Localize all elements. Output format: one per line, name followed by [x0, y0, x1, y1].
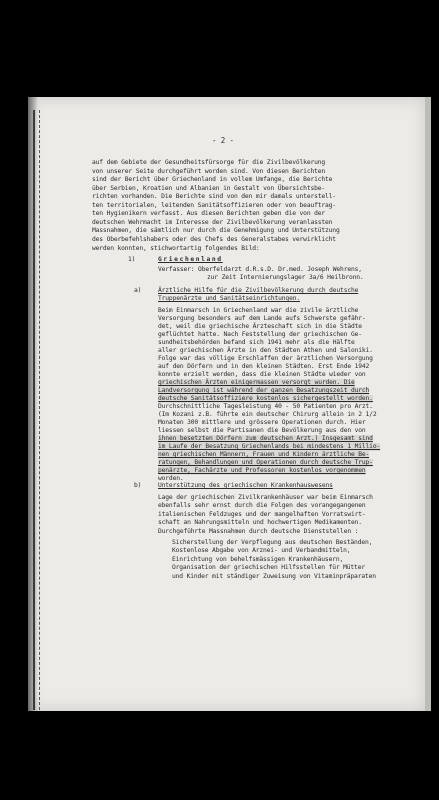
text-line: richten vorhanden. Die Berichte sind von den mir damals unterstell- — [92, 193, 336, 201]
text-line: (Im Kozani z.B. führte ein deutscher Chirurg allein in 2 1/2 — [158, 411, 377, 418]
text-line: italienischen Feldzuges und der mangelhaften Vorratswirt- — [158, 510, 366, 518]
text-line: Truppenärzte und Sanitätseinrichtungen. — [158, 295, 301, 303]
text-line: Durchgeführte Massnahmen durch deutsche Dienststellen : — [158, 527, 359, 535]
text-line: im Laufe der Besatzung Griechenlands bei mindestens 1 Millio- — [158, 443, 381, 450]
text-line: Massnahmen, die sämtlich nur durch die Genehmigung und Unterstützung — [92, 227, 340, 235]
section-number: 1) — [128, 256, 136, 263]
text-line: geflüchtet hatte. Nach Feststellung der griechischen Ge- — [158, 331, 362, 338]
text-line: Organisation der griechischen Hilfsstellen für Mütter — [172, 564, 365, 572]
page-number: - 2 - — [212, 136, 234, 145]
text-line: penärzte, Fachärzte und Professoren kostenlos vorgenommen — [158, 467, 366, 474]
text-line: konnte erzielt werden, dass die kleinen Städte wieder von — [158, 371, 366, 378]
text-line: auf dem Gebiete der Gesundheitsfürsorge für die Zivilbevölkerung — [92, 159, 326, 166]
text-line: sundheitsbehörden befand sich 1941 mehr als die Hälfte — [158, 339, 355, 346]
text-line: Durchschnittliche Tagesleistung 40 - 50 Patienten pro Arzt. — [158, 403, 373, 410]
text-line: des Oberbefehlshabers oder des Chefs des Generalstabes verwirklicht — [92, 235, 336, 243]
text-line: Sicherstellung der Verpflegung aus deutschen Beständen, — [172, 539, 373, 546]
text-line: deutschen Wehrmacht im Interesse der Zivilbevölkerung veranlassten — [92, 218, 333, 226]
text-line: über Serbien, Kroatien und Albanien in Gestalt von Übersichtsbe- — [92, 184, 326, 192]
text-line: deutsche Sanitätsoffiziere kostenlos sichergestellt worden. — [158, 395, 373, 402]
text-line: nen griechischen Männern, Frauen und Kindern ärztliche Be- — [158, 451, 370, 458]
text-line: det, weil die griechische Ärzteschaft sich in die Städte — [158, 323, 362, 330]
text-line: Monaten 300 mittlere und grössere Operationen durch. Hier — [158, 419, 366, 426]
text-line: liessen selbst die Partisanen die Bevölkerung aus den von — [158, 427, 366, 434]
binding-staples — [33, 110, 40, 710]
text-line: ten territorialen, leitenden Sanitätsoffizieren oder von beauftrag- — [92, 201, 336, 209]
text-line: Versorgung besonders auf dem Lande aufs Schwerste gefähr- — [158, 315, 366, 322]
text-line: ten Hygienikern verfasst. Aus diesen Berichten geben die von der — [92, 210, 326, 218]
text-line: auf den Dörfern und in den kleinen Städten. Erst Ende 1942 — [158, 363, 370, 370]
text-line: werden konnten, stichwortartig folgendes Bild: — [92, 244, 260, 252]
sub-b-heading: Unterstützung des griechischen Krankenhauswesens — [158, 482, 333, 489]
sub-a-marker: a) — [134, 287, 142, 294]
text-line: Lage der griechischen Zivilkrankenhäuser war beim Einmarsch — [158, 494, 373, 501]
text-line: und Kinder mit ständiger Zuweisung von Vitaminpräparaten — [172, 572, 376, 580]
text-line: ihnen besetzten Dörfern zum deutschen Arzt.) Insgesamt sind — [158, 435, 373, 442]
sheet-edge — [425, 97, 431, 711]
text-line: Kostenlose Abgabe von Arznei- und Verbandmitteln, — [172, 547, 351, 555]
sub-b-marker: b) — [134, 482, 142, 489]
author-note: zur Zeit Internierungslager 3a/6 Heilbronn. — [207, 274, 364, 281]
text-line: aller griechischen Ärzte in den Städten Athen und Saloniki. — [158, 347, 373, 354]
text-line: schaft an Nahrungsmitteln und hochwertigen Medikamenten. — [158, 519, 362, 527]
text-line: ebenfalls sehr ernst durch die Folgen des vorangegangenen — [158, 502, 366, 510]
text-line: Folge war das völlige Erschlaffen der ärztlichen Versorgung — [158, 355, 373, 362]
text-line: Ärztliche Hilfe für die Zivilbevölkerung durch deutsche — [158, 287, 359, 294]
text-line: ratungen, Behandlungen und Operationen durch deutsche Trup- — [158, 459, 373, 466]
text-line: Landversorgung ist während der ganzen Besatzungszeit durch — [158, 387, 370, 394]
section-title: Griechenland — [158, 256, 223, 263]
text-line: sind der Bericht über Griechenland in vollem Umfange, die Berichte — [92, 176, 333, 184]
author-line: Verfasser: Oberfeldarzt d.R.s.D. Dr.med. Joseph Wehrens, — [158, 266, 362, 273]
text-line: Beim Einmarsch in Griechenland war die zivile ärztliche — [158, 307, 359, 314]
text-line: worden. — [158, 475, 184, 482]
text-line: von unserer Seite durchgeführt worden sind. Von diesen Berichten — [92, 167, 326, 175]
text-line: Einrichtung von behelfsmässigen Krankenhäusern, — [172, 555, 344, 563]
text-line: griechischen Ärzten einigermassen versorgt wurden. Die — [158, 379, 355, 386]
